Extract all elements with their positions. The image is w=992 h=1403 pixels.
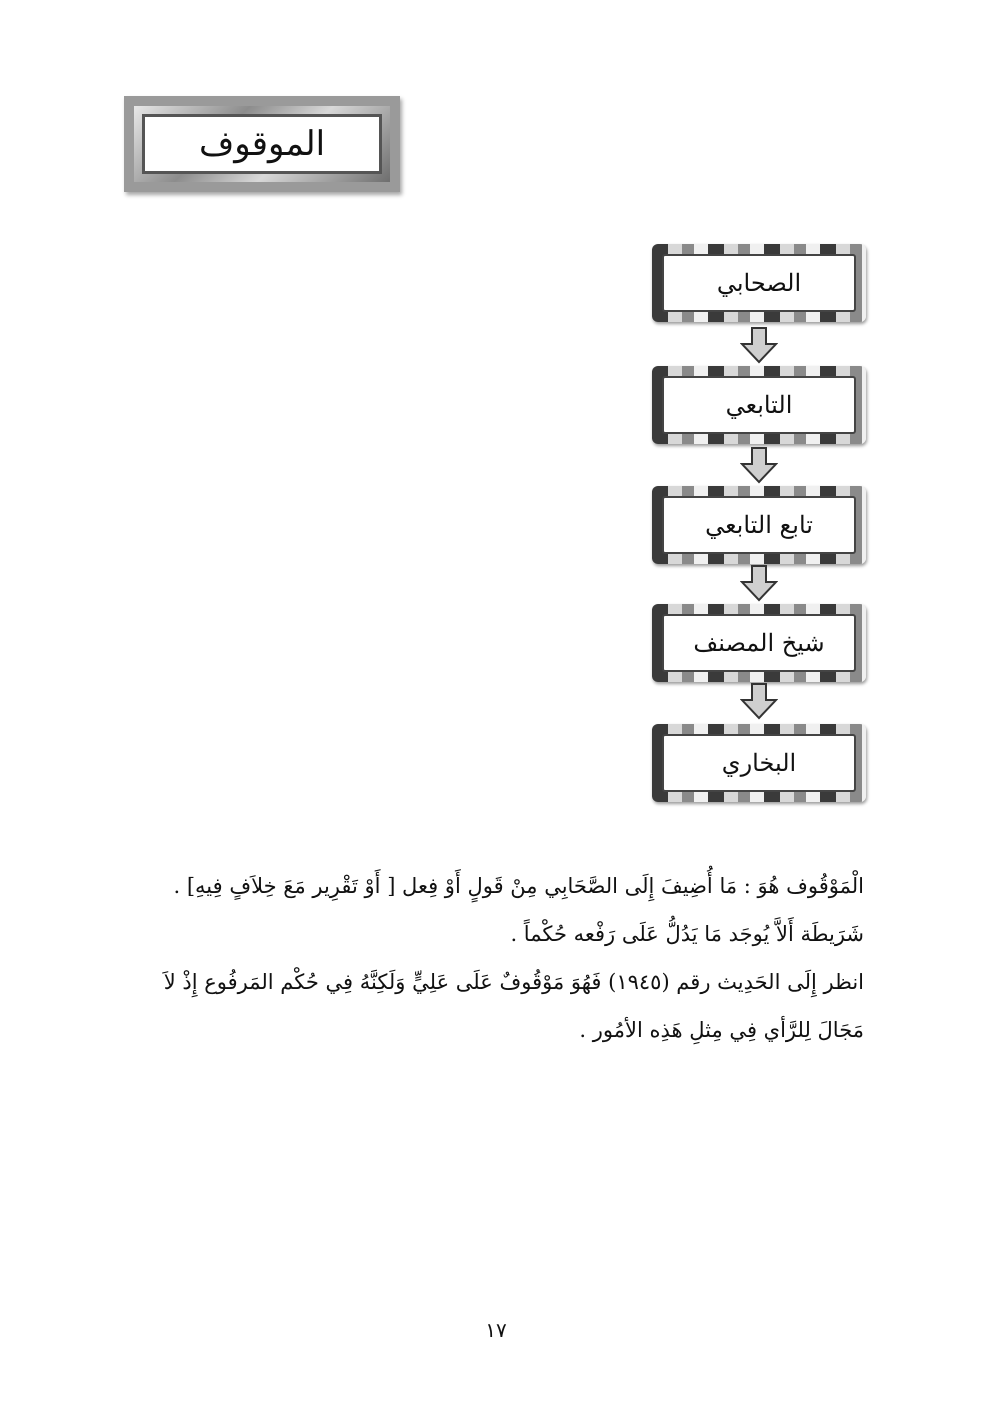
page-number: ١٧ [485, 1318, 507, 1342]
chain-box-label: شيخ المصنف [662, 614, 856, 672]
arrow-down-icon [740, 564, 778, 602]
chain-box-tabii [652, 366, 866, 444]
isnad-chain-diagram [648, 244, 870, 806]
chain-box-label: التابعي [662, 376, 856, 434]
arrow-down-icon [740, 326, 778, 364]
chain-box-label: تابع التابعي [662, 496, 856, 554]
chain-box-tabi-tabii [652, 486, 866, 564]
chain-box-shaykh [652, 604, 866, 682]
paragraph-line: الْمَوْقُوف هُوَ : مَا أُضِيفَ إِلَى الصَّحَابِي مِنْ قَولٍ أَوْ فِعل [ أَوْ تَقْرِير مَعَ خِلاَفٍ فِيهِ] . [173, 874, 864, 898]
chain-box-sahabi [652, 244, 866, 322]
definition-text [124, 862, 864, 1054]
chain-box-bukhari [652, 724, 866, 802]
chain-box-label: البخاري [662, 734, 856, 792]
page-title: الموقوف [142, 114, 382, 174]
arrow-down-icon [740, 446, 778, 484]
paragraph-line: انظر إِلَى الحَدِيث رقم (١٩٤٥) فَهُوَ مَوْقُوفٌ عَلَى عَلِيٍّ وَلَكِنَّهُ فِي حُكْم المَرفُوع إِذْ لاَ [163, 970, 864, 994]
chain-box-label: الصحابي [662, 254, 856, 312]
paragraph-line: مَجَالَ لِلرَّأي فِي مِثلِ هَذِه الأمُور . [579, 1018, 864, 1042]
paragraph-line: شَرَيطَة أَلاَّ يُوجَد مَا يَدُلُّ عَلَى رَفْعه حُكْماً . [510, 922, 864, 946]
arrow-down-icon [740, 682, 778, 720]
title-frame [124, 96, 400, 192]
